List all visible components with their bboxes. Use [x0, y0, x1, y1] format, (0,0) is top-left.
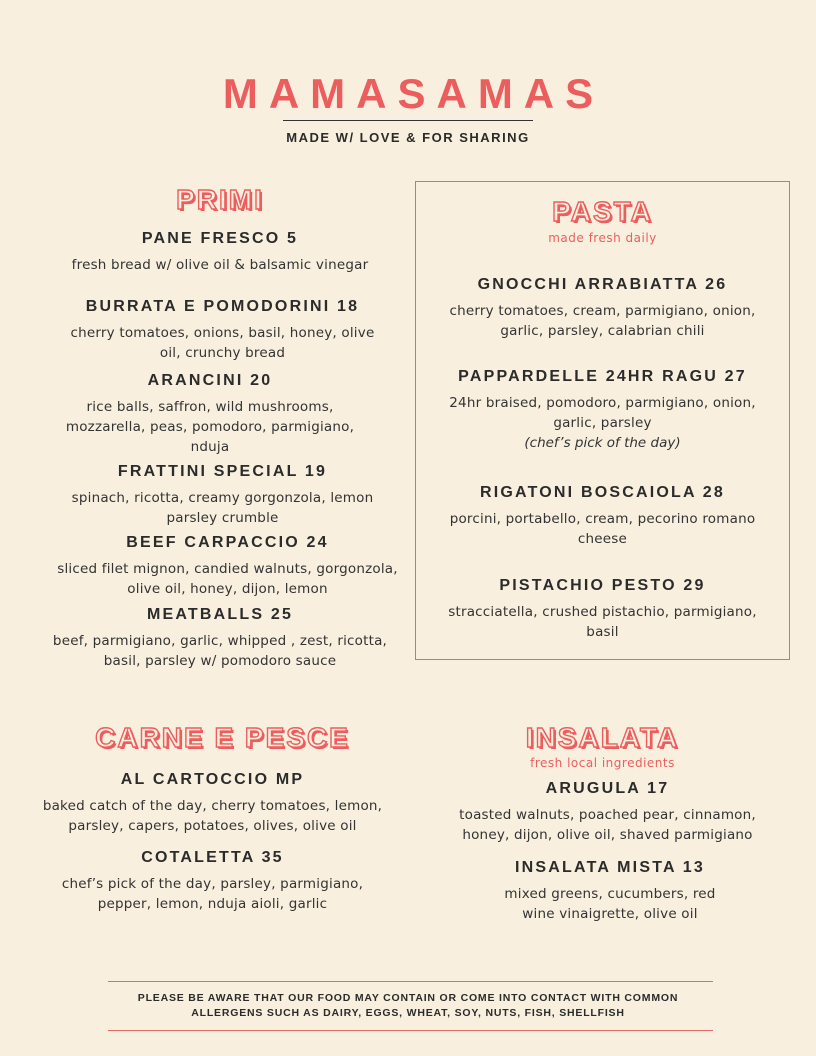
item-description: cherry tomatoes, cream, parmigiano, onion, garlic, parsley, calabrian chili — [449, 303, 756, 339]
allergen-notice — [100, 991, 716, 1021]
item-description: chef’s pick of the day, parsley, parmigiano, pepper, lemon, nduja aioli, garlic — [61, 876, 364, 912]
footer-top-divider — [108, 981, 713, 982]
allergen-notice-line-2: ALLERGENS SUCH AS DAIRY, EGGS, WHEAT, SOY, NUTS, FISH, SHELLFISH — [191, 1007, 625, 1019]
menu-item-al-cartoccio — [35, 771, 390, 836]
item-description: stracciatella, crushed pistachio, parmigiano, basil — [448, 604, 757, 640]
item-description: rice balls, saffron, wild mushrooms, mozzarella, peas, pomodoro, parmigiano, nduja — [65, 399, 355, 455]
menu-item-insalata-mista — [490, 859, 730, 924]
item-description: spinach, ricotta, creamy gorgonzola, lemon parsley crumble — [71, 490, 374, 526]
item-name: PAPPARDELLE 24HR RAGU 27 — [458, 368, 747, 385]
menu-item-frattini-special — [55, 463, 390, 528]
tagline: MADE W/ LOVE & FOR SHARING — [286, 130, 530, 145]
menu-item-pappardelle — [435, 368, 770, 453]
item-note: (chef’s pick of the day) — [524, 435, 681, 451]
menu-item-gnocchi-arrabiatta — [430, 276, 775, 341]
menu-item-pistachio-pesto — [430, 577, 775, 642]
item-description: cherry tomatoes, onions, basil, honey, olive oil, crunchy bread — [70, 325, 375, 361]
menu-item-rigatoni-boscaiola — [430, 484, 775, 549]
item-name: BEEF CARPACCIO 24 — [126, 534, 329, 551]
menu-item-cotaletta — [50, 849, 375, 914]
section-title-primi: PRIMI — [176, 184, 264, 215]
item-name: MEATBALLS 25 — [146, 606, 294, 623]
item-name: GNOCCHI ARRABIATTA 26 — [477, 276, 728, 293]
item-description: mixed greens, cucumbers, red wine vinaigrette, olive oil — [504, 886, 716, 922]
menu-item-meatballs — [40, 606, 400, 671]
item-description: sliced filet mignon, candied walnuts, gorgonzola, olive oil, honey, dijon, lemon — [57, 561, 398, 597]
menu-item-beef-carpaccio — [55, 534, 400, 599]
menu-item-pane-fresco — [40, 230, 400, 275]
header-divider — [283, 120, 533, 121]
item-description: beef, parmigiano, garlic, whipped , zest, ricotta, basil, parsley w/ pomodoro sauce — [52, 633, 388, 669]
item-name: ARANCINI 20 — [147, 372, 273, 389]
item-name: FRATTINI SPECIAL 19 — [117, 463, 328, 480]
section-subtitle-insalata: fresh local ingredients — [530, 756, 675, 770]
section-title-carne-e-pesce: CARNE E PESCE — [95, 722, 350, 753]
item-description: baked catch of the day, cherry tomatoes, lemon, parsley, capers, potatoes, olives, olive oil — [42, 798, 383, 834]
item-name: PISTACHIO PESTO 29 — [499, 577, 706, 594]
item-name: INSALATA MISTA 13 — [515, 859, 705, 876]
section-subtitle-pasta: made fresh daily — [548, 231, 657, 245]
item-name: COTALETTA 35 — [141, 849, 284, 866]
item-name: PANE FRESCO 5 — [141, 230, 299, 247]
allergen-notice-line-1: PLEASE BE AWARE THAT OUR FOOD MAY CONTAIN OR COME INTO CONTACT WITH COMMON — [137, 992, 679, 1004]
item-description: 24hr braised, pomodoro, parmigiano, onion, garlic, parsley — [449, 395, 756, 431]
menu-item-burrata — [60, 298, 385, 363]
item-description: toasted walnuts, poached pear, cinnamon, honey, dijon, olive oil, shaved parmigiano — [459, 807, 756, 843]
item-name: ARUGULA 17 — [545, 780, 670, 797]
item-name: BURRATA E POMODORINI 18 — [85, 298, 360, 315]
item-name: RIGATONI BOSCAIOLA 28 — [479, 484, 726, 501]
item-description: fresh bread w/ olive oil & balsamic vinegar — [71, 257, 369, 273]
section-title-pasta: PASTA — [552, 196, 653, 227]
footer-bottom-divider — [108, 1030, 713, 1031]
menu-item-arugula — [445, 780, 770, 845]
restaurant-name: MAMASAMAS — [222, 70, 605, 117]
menu-item-arancini — [55, 372, 365, 457]
item-description: porcini, portabello, cream, pecorino romano cheese — [449, 511, 756, 547]
section-title-insalata: INSALATA — [525, 722, 680, 753]
item-name: AL CARTOCCIO MP — [120, 771, 305, 788]
